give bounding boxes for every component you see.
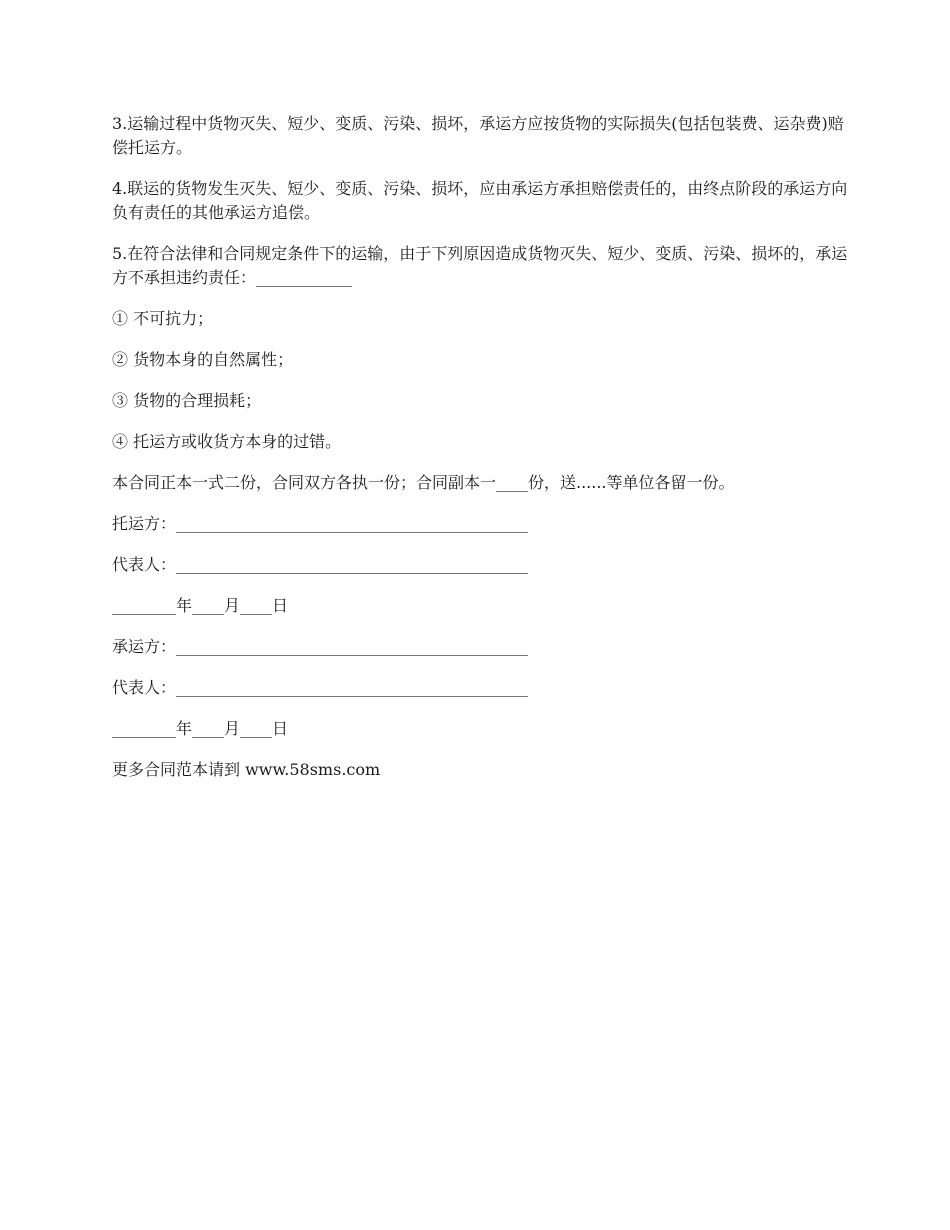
clause-4: 4.联运的货物发生灭失、短少、变质、污染、损坏，应由承运方承担赔偿责任的，由终点阶段的承运方向负有责任的其他承运方追偿。 [112, 179, 848, 222]
shipper-representative-line: 代表人：____________________________________________ [112, 555, 529, 574]
carrier-date-line: ________年____月____日 [112, 719, 289, 738]
carrier-representative-line: 代表人：____________________________________________ [112, 678, 529, 697]
footer-link-text: 更多合同范本请到 www.58sms.com [112, 760, 381, 779]
clause-5: 5.在符合法律和合同规定条件下的运输，由于下列原因造成货物灭失、短少、变质、污染、损坏的，承运方不承担违约责任：____________ [112, 244, 848, 287]
shipper-signature-line: 托运方：____________________________________________ [112, 514, 529, 533]
copies-clause: 本合同正本一式二份，合同双方各执一份；合同副本一____份，送......等单位各留一份。 [112, 473, 735, 492]
exemption-item-4: ④ 托运方或收货方本身的过错。 [112, 432, 342, 451]
clause-3: 3.运输过程中货物灭失、短少、变质、污染、损坏，承运方应按货物的实际损失(包括包装费、运杂费)赔偿托运方。 [112, 114, 844, 157]
carrier-signature-line: 承运方：____________________________________________ [112, 637, 529, 656]
document-page [112, 112, 852, 799]
exemption-item-1: ① 不可抗力； [112, 309, 214, 328]
shipper-date-line: ________年____月____日 [112, 596, 289, 615]
exemption-item-3: ③ 货物的合理损耗； [112, 391, 262, 410]
exemption-item-2: ② 货物本身的自然属性； [112, 350, 294, 369]
